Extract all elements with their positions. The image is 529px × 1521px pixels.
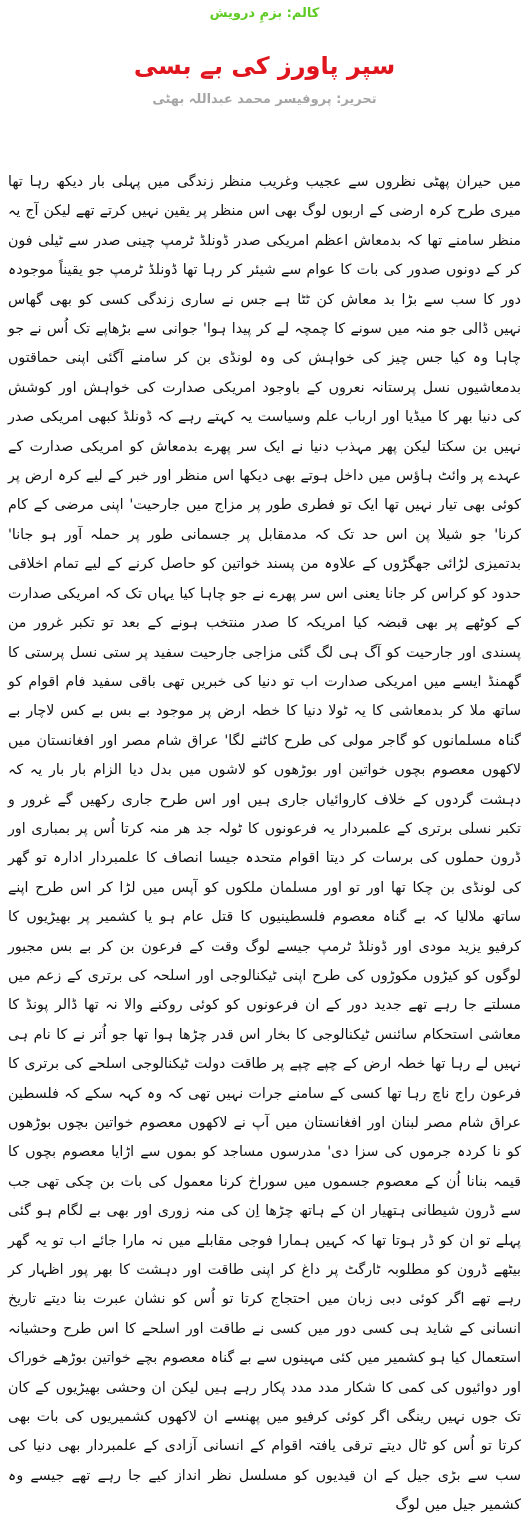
article-body: میں حیران پھٹی نظروں سے عجیب وغریب منظر زندگی میں پہلی بار دیکھ رہا تھا میری طرح کرہ ارضی کے اربوں لوگ بھی اس منظر پر یقین نہیں کرتے تھے لیکن آج یہ منظر سامنے تھا کہ بدمعاش اعظم امریکی صدر ڈونلڈ ٹرمپ چینی صدر سے ٹیلی فون کر کے دونوں صدور کی بات کا عوام سے شیئر کر رہا تھا ڈونلڈ ٹرمپ جو یقیناً موجودہ دور کا سب سے بڑا بد معاش کن ٹٹا ہے جس نے ساری زندگی کسی کو بھی گھاس نہیں ڈالی جو منہ میں سونے کا چمچہ لے کر پیدا ہوا' جوانی سے بڑھاپے تک اُس نے جو چاہا وہ کیا جس چیز کی خواہش کی وہ لونڈی بن کر سامنے آگئی اپنی حماقتوں بدمعاشیوں نسل پرستانہ نعروں کے باوجود امریکی صدارت کی خواہش اور کوشش کی دنیا بھر کا میڈیا اور ارباب علم وسیاست یہ کہتے رہے کہ ڈونلڈ کبھی امریکی صدر نہیں بن سکتا لیکن پھر مہذب دنیا نے ایک سر پھرے بدمعاش کو امریکی صدارت کے عہدے پر وائٹ ہاؤس میں داخل ہوتے بھی دیکھا اس منظر اور خبر کے لیے کرہ ارض پر کوئی بھی تیار نہیں تھا ایک تو فطری طور پر مزاج میں جارحیت' اپنی مرضی کے کام کرنا' جو شیلا پن اس حد تک کہ مدمقابل پر جسمانی طور پر حملہ آور ہو جانا' بدتمیزی لڑائی جھگڑوں کے علاوہ من پسند خواتین کو حاصل کرنے کے لیے تمام اخلاقی حدود کو کراس کر جانا یعنی اس سر پھرے نے جو چاہا کیا یہاں تک کہ امریکی صدارت کے کوٹھے پر بھی قبضہ کیا امریکہ کا صدر منتخب ہونے کے بعد تو تکبر غرور من پسندی اور جارحیت کو آگ ہی لگ گئی مزاجی جارحیت سفید پر ستی نسل پرستی کا گھمنڈ ایسے میں امریکی صدارت اب تو دنیا کی خبریں تھی باقی سفید فام اقوام کو ساتھ ملا کر بدمعاشی کا یہ ٹولا دنیا کا خطہ ارض پر موجود بے بس بے کس لاچار بے گناہ مسلمانوں کو گاجر مولی کی طرح کاٹنے لگا' عراق شام مصر اور افغانستان میں لاکھوں معصوم بچوں خواتین اور بوڑھوں کو لاشوں میں بدل دیا الزام بار بار یہ کہ دہشت گردوں کے خلاف کاروائیاں جاری ہیں اور اس طرح جاری رکھیں گے غرور و تکبر نسلی برتری کے علمبردار یہ فرعونوں کا ٹولہ جد ھر منہ کرتا اُس پر بمباری اور ڈرون حملوں کی برسات کر دیتا اقوام متحدہ جیسا انصاف کا علمبردار ادارہ تو گھر کی لونڈی بن چکا تھا اور تو اور مسلمان ملکوں کو آپس میں لڑا کر اس طرح اپنے ساتھ ملالیا کہ بے گناہ معصوم فلسطینیوں کا قتل عام ہو یا کشمیر پر بھیڑیوں کا کرفیو یزید مودی اور ڈونلڈ ٹرمپ جیسے لوگ وقت کے فرعون بن کر بے بس مجبور لوگوں کو کیڑوں مکوڑوں کی طرح اپنی ٹیکنالوجی اور اسلحہ کی برتری کے زعم میں مسلتے جا رہے تھے جدید دور کے ان فرعونوں کو کوئی روکنے والا نہ تھا ڈالر پونڈ کا معاشی استحکام سائنس ٹیکنالوجی کا بخار اس قدر چڑھا ہوا تھا جو اُتر نے کا نام ہی نہیں لے رہا تھا خطہ ارض کے چپے چپے پر طاقت دولت ٹیکنالوجی اسلحے کی برتری کا فرعون راج ناچ رہا تھا کسی کے سامنے جرات نہیں تھی کہ وہ کہہ سکے کہ فلسطین عراق شام مصر لبنان اور افغانستان میں آپ نے لاکھوں معصوم خواتین بچوں بوڑھوں کو نا کردہ جرموں کی سزا دی' مدرسوں مساجد کو بموں سے اڑایا معصوم بچوں کا قیمہ بنانا اُن کے معصوم جسموں میں سوراخ کرنا معمول کی بات بن چکی تھی جب سے ڈرون شیطانی ہتھیار ان کے ہاتھ چڑھا اِن کی منہ زوری اور بھی بے لگام ہو گئی پہلے تو ان کو ڈر ہوتا تھا کہ کہیں ہمارا فوجی مقابلے میں نہ مارا جائے اب تو یہ گھر بیٹھے ڈرون کو مطلوبہ ٹارگٹ پر داغ کر اپنی طاقت اور دہشت کا بھر پور اظہار کر رہے تھے اگر کوئی دبی زبان میں احتجاج کرتا تو اُس کو نشان عبرت بنا دیتے تاریخ انسانی کے شاید ہی کسی دور میں کسی نے طاقت اور اسلحے کا اس طرح وحشیانہ استعمال کیا ہو کشمیر میں کئی مہینوں سے بے گناہ معصوم بچے خواتین بوڑھے خوراک اور دوائیوں کی کمی کا شکار مدد مدد پکار رہے ہیں لیکن ان وحشی بھیڑیوں کے کان تک جوں نہیں رینگی اگر کوئی کرفیو میں پھنسے ان لاکھوں کشمیریوں کی بات بھی کرتا تو اُس کو ٹال دیتے ترقی یافتہ اقوام کے انسانی آزادی کے علمبردار بھی دنیا کی سب سے بڑی جیل کے ان قیدیوں کو مسلسل نظر انداز کیے جا رہے تھے جیسے وہ کشمیر جیل میں لوگ xyxy=(8,174,521,1514)
column-tag: کالم: بزمِ درویش xyxy=(209,6,320,21)
author-byline: تحریر: پروفیسر محمد عبداللہ بھٹی xyxy=(152,92,377,107)
article-header xyxy=(0,0,529,130)
article-title: سپر پاورز کی بے بسی xyxy=(133,52,396,80)
